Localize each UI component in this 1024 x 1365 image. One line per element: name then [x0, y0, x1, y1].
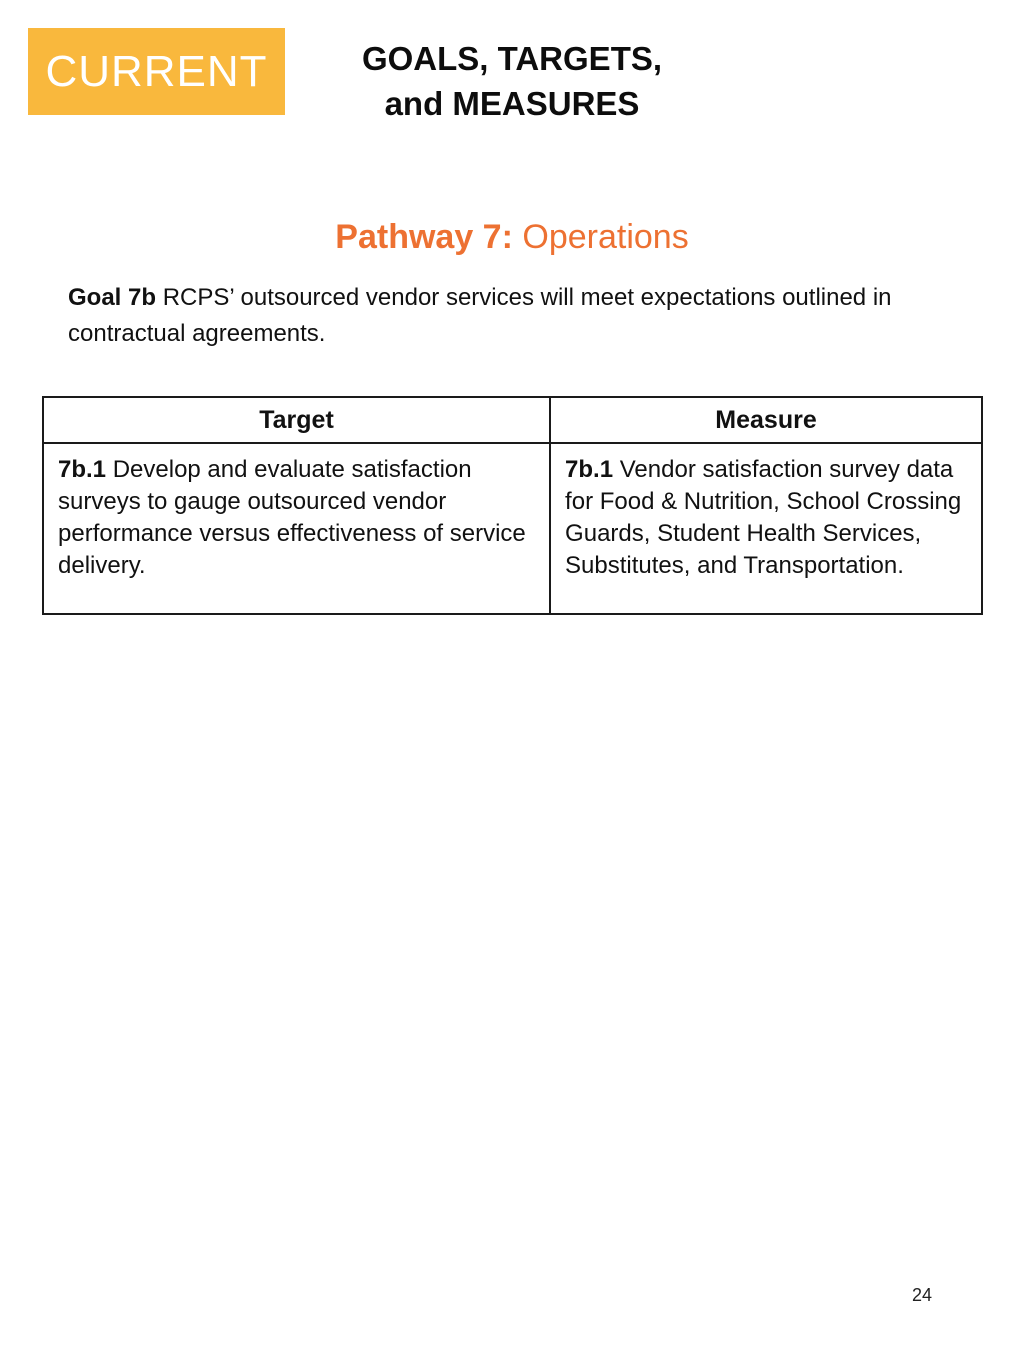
- target-column-header: Target: [43, 397, 550, 443]
- current-badge-label: CURRENT: [45, 46, 268, 96]
- measure-column-header: Measure: [550, 397, 982, 443]
- pathway-heading-name: Operations: [522, 218, 689, 256]
- page-number: 24: [912, 1285, 933, 1305]
- measure-cell: [550, 443, 982, 614]
- pathway-heading: [0, 218, 1024, 257]
- measure-item-number: 7b.1: [565, 456, 614, 483]
- table-header-row: [43, 397, 982, 443]
- header-title-line1: GOALS, TARGETS,: [361, 40, 663, 77]
- header-title-line2: and MEASURES: [384, 85, 640, 122]
- target-cell: [43, 443, 550, 614]
- goal-statement-text: RCPS’ outsourced vendor services will meet expectations outlined in contractual agreements.: [68, 284, 892, 347]
- table-row: [43, 443, 982, 614]
- pathway-heading-label: Pathway 7:: [335, 218, 513, 256]
- goal-statement: [68, 280, 968, 352]
- target-item-number: 7b.1: [58, 456, 107, 483]
- measure-item-text: Vendor satisfaction survey data for Food & Nutrition, School Crossing Guards, Student Health Services, Substitutes, and Transportation.: [565, 456, 962, 579]
- goal-statement-label: Goal 7b: [68, 284, 157, 311]
- targets-measures-table: [42, 396, 983, 615]
- slide-header-title: [287, 36, 737, 126]
- current-status-badge: [28, 28, 285, 115]
- target-item-text: Develop and evaluate satisfaction surveys to gauge outsourced vendor performance versus effectiveness of service delivery.: [58, 456, 526, 579]
